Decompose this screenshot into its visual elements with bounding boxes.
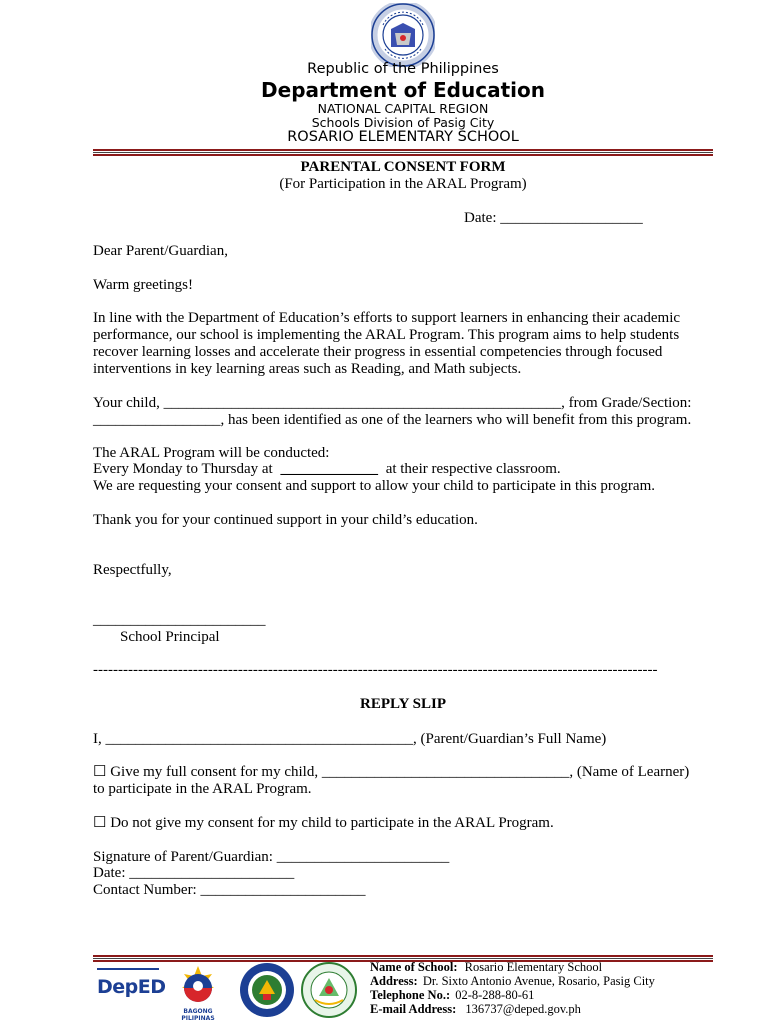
- give-consent-continuation: to participate in the ARAL Program.: [93, 781, 312, 797]
- region-line: NATIONAL CAPITAL REGION: [317, 101, 489, 116]
- telephone-info: [370, 988, 534, 1002]
- telephone-label: Telephone No.:: [370, 988, 451, 1002]
- intro-paragraph-line: interventions in key learning areas such as Reading, and Math subjects.: [93, 361, 522, 377]
- address-label: Address:: [370, 974, 418, 988]
- child-name-field[interactable]: Your child, _____________________________________________________, from Grade/Section:: [93, 395, 692, 411]
- school-seal-logo: [301, 962, 357, 1018]
- reply-date-field[interactable]: Date: ______________________: [93, 865, 295, 881]
- salutation: Dear Parent/Guardian,: [93, 243, 228, 259]
- header-rule-mid: [93, 152, 713, 153]
- bagong-pilipinas-text: BAGONG PILIPINAS: [181, 1008, 215, 1022]
- guardian-name-field[interactable]: I, _________________________________________, (Parent/Guardian’s Full Name): [93, 731, 607, 747]
- footer-rule-top: [93, 955, 713, 957]
- reply-slip-title: REPLY SLIP: [359, 696, 446, 712]
- deped-logo-text: DepED: [97, 976, 166, 998]
- telephone-value: 02-8-288-80-61: [455, 988, 535, 1002]
- intro-paragraph-line: recover learning losses and accelerate their progress in essential competencies through focused: [93, 344, 663, 360]
- address-value: Dr. Sixto Antonio Avenue, Rosario, Pasig City: [422, 974, 655, 988]
- signatory-title: School Principal: [120, 629, 220, 645]
- deped-logo: [97, 966, 166, 1006]
- contact-number-field[interactable]: Contact Number: ______________________: [93, 882, 366, 898]
- school-name-line: ROSARIO ELEMENTARY SCHOOL: [287, 129, 519, 145]
- school-name-info: [370, 960, 602, 974]
- schedule-suffix: at their respective classroom.: [385, 461, 561, 477]
- school-name-value: Rosario Elementary School: [464, 960, 603, 974]
- email-value[interactable]: 136737@deped.gov.ph: [465, 1002, 581, 1016]
- department-title: Department of Education: [261, 78, 545, 102]
- intro-paragraph-line: performance, our school is implementing the ARAL Program. This program aims to help students: [93, 327, 680, 343]
- no-consent-checkbox[interactable]: ☐ Do not give my consent for my child to participate in the ARAL Program.: [93, 815, 554, 831]
- schedule-prefix: Every Monday to Thursday at: [93, 461, 273, 477]
- cut-line: -----------------------------------------------------------------------------------------------------------------: [93, 662, 658, 678]
- child-grade-field[interactable]: _________________, has been identified as one of the learners who will benefit from this program.: [93, 412, 692, 428]
- schedule-intro: The ARAL Program will be conducted:: [93, 445, 330, 461]
- email-info: [370, 1002, 581, 1016]
- republic-line: Republic of the Philippines: [307, 61, 499, 77]
- greeting: Warm greetings!: [93, 277, 194, 293]
- request-line: We are requesting your consent and support to allow your child to participate in this program.: [93, 478, 655, 494]
- deped-seal-logo: [371, 3, 435, 67]
- header-rule-top: [93, 149, 713, 151]
- schedule-time-field[interactable]: _____________: [280, 461, 378, 477]
- form-subtitle: (For Participation in the ARAL Program): [279, 176, 527, 192]
- division-line: Schools Division of Pasig City: [311, 115, 495, 130]
- principal-signature-line: _______________________: [93, 612, 266, 628]
- schedule-line: [93, 461, 561, 478]
- closing: Respectfully,: [93, 562, 172, 578]
- school-name-label: Name of School:: [370, 960, 458, 974]
- thanks-line: Thank you for your continued support in your child’s education.: [93, 512, 478, 528]
- email-label: E-mail Address:: [370, 1002, 457, 1016]
- intro-paragraph-line: In line with the Department of Education’s efforts to support learners in enhancing their academic: [93, 310, 681, 326]
- guardian-signature-field[interactable]: Signature of Parent/Guardian: _______________________: [93, 849, 450, 865]
- date-line: Date: ___________________: [464, 210, 643, 226]
- bagong-pilipinas-logo: [166, 962, 230, 1022]
- footer-rule-mid: [93, 958, 713, 959]
- division-seal-logo: [239, 962, 295, 1018]
- form-title: PARENTAL CONSENT FORM: [300, 159, 506, 175]
- address-info: [370, 974, 655, 988]
- give-consent-checkbox[interactable]: ☐ Give my full consent for my child, _________________________________, (Name of Learner): [93, 764, 690, 780]
- header-rule-bottom: [93, 154, 713, 156]
